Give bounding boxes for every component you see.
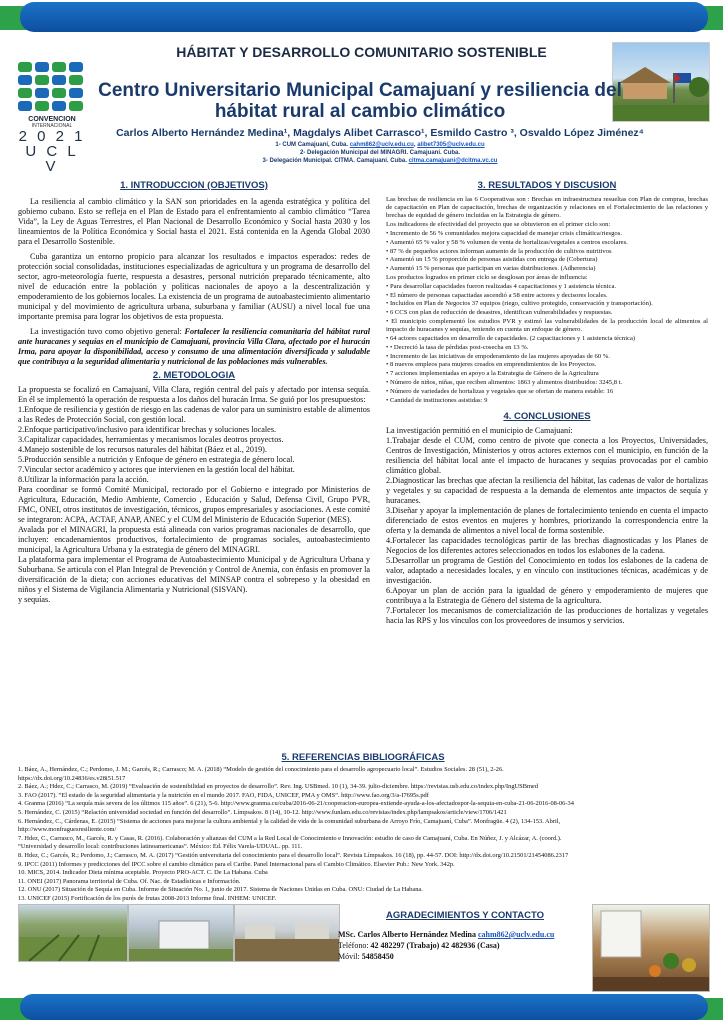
affiliation-1-email-2[interactable]: alibet7305@uclv.edu.cu xyxy=(417,142,485,148)
affiliation-2: 2- Delegación Municipal del MINAGRI. Camajuaní. Cuba. xyxy=(299,150,461,156)
conclusions-list xyxy=(386,436,708,626)
right-column xyxy=(386,180,708,626)
contact-mobile-label: Móvil: xyxy=(338,952,360,961)
results-heading: 3. RESULTADOS Y DISCUSION xyxy=(477,180,617,191)
acknowledgements-heading: AGRADECIMIENTOS Y CONTACTO xyxy=(386,910,544,921)
affiliation-3 xyxy=(95,157,665,165)
results-line: Los indicadores de efectividad del proyecto que se obtuvieron en el primer ciclo son: xyxy=(386,221,611,229)
logo-line1: CONVENCION xyxy=(28,116,76,123)
method-item: 8.Utilizar la información para la acción. xyxy=(18,475,149,484)
affiliation-3-email[interactable]: citma.camajuani@dcitma.vc.cu xyxy=(408,158,498,164)
logo-tile xyxy=(18,88,32,98)
contact-mobile: 54858450 xyxy=(361,952,394,961)
results-line: • Aumentó un 15 % proporción de personas asistidas con entrega de (Cobertura) xyxy=(386,256,598,264)
results-line: • 87 % de pequeños actores informan aumento de la producción de cultivos nutritivos xyxy=(386,247,612,255)
reference-item: 12. ONU (2017) Situación de Sequía en Cuba. Informe de Situación No. 1, junio de 2017. Sistema de Naciones Unidas en Cuba. ONU: Ciudad de La Habana. xyxy=(18,886,423,894)
logo-tile xyxy=(35,101,49,111)
method-paragraph-2: Para coordinar se formó Comité Municipal, rectorado por el Gobierno e integrado por Ministerios de Agricultura, Educación, Medio Ambiente, Comercio , Educación y Salud, Defensa Civil, Grupo PVR, FMC, ONEI, otros institutos de investigación, técnicos, grupos empresariales y asociaciones. A este comité se integraron: ACPA, ACTAF, ANAP, ANEC y el CUM del Ministerio de Educación Superior (MES). xyxy=(18,485,370,524)
contact-phone-line xyxy=(338,940,592,951)
results-line: • Número de niños, niñas, que reciben alimentos: 1863 y alimentos distribuidos: 3245,8 t. xyxy=(386,378,623,386)
results-line: • Incluidos en Plan de Negocios 37 equipos (riego, cultivo protegido, conservación y transportación). xyxy=(386,300,653,308)
left-column xyxy=(18,180,370,605)
method-list xyxy=(18,405,370,485)
results-line: • 6 CCS con plan de reducción de desastres, identifican vulnerabilidades y respuestas. xyxy=(386,309,613,317)
reference-item: 4. Granma (2016) “La sequía más severa de los últimos 115 años”. 6 (21), 5-6. http://www.granma.cu/cuba/2016-06-21/cooperacion-europea-extiende-ayuda-a-los-afectadospor-la-sequia-en-cuba-21-06-2016-08-06-34 xyxy=(18,800,574,808)
method-item: 4.Manejo sostenible de los recursos naturales del hábitat (Báez et al., 2019). xyxy=(18,445,267,454)
logo-year: 2 0 2 1 xyxy=(18,128,86,145)
results-line: • Aumentó 65 % valor y 58 % volumen de venta de hortalizas/vegetales a centros escolares. xyxy=(386,238,628,246)
method-item: 7.Vincular sector académico y actores que intervienen en la gestión local del hábitat. xyxy=(18,465,295,474)
reference-item: 7. Hdez, C., Carrasco, M., Garcés, R. y Casas, R. (2016). Colaboración y alianzas del CUM a la Red Local de Conocimiento e Innovación: estudio de caso de Camajuaní, Cuba. En Núñez, J. y Alcázar, A. (coord.). xyxy=(18,834,562,842)
affiliation-1: 1- CUM Camajuaní, Cuba. cahm862@uclv.edu.cu, alibet7305@uclv.edu.cu xyxy=(275,142,485,148)
conclusion-item: 1.Trabajar desde el CUM, como centro de pivote que conecta a los Proyectos, Universidades, Centros de Investigación, Ministerios y otros actores externos con el municipio, en función de la resiliencia del hábitat local ante el impacto de huracanes y sequías provocadas por el cambio climático global. xyxy=(386,435,708,475)
method-item: 3.Capitalizar capacidades, herramientas y mecanismos locales deotros proyectos. xyxy=(18,435,284,444)
contact-email[interactable]: cahm862@uclv.edu.cu xyxy=(477,930,555,939)
conclusions-heading: 4. CONCLUSIONES xyxy=(503,410,591,422)
results-line: • 8 nuevos empleos para mujeres creados en emprendimientos de los Proyectos. xyxy=(386,361,597,369)
field-photo-1 xyxy=(18,904,128,962)
reference-item: http://www.monfraguesresiliente.com/ xyxy=(18,826,117,834)
results-line: • Aumentó 15 % personas que participan en varias distribuciones. (Adherencia) xyxy=(386,265,596,273)
conclusion-item: 3.Diseñar y apoyar la implementación de planes de fortalecimiento teniendo en cuenta el impacto diferenciado de estos eventos en mujeres y hombres, priorizando la correspondencia entre la oferta y la demanda de alimentos a nivel local de forma sostenible. xyxy=(386,505,708,535)
logo-tile xyxy=(52,75,66,85)
logo-acronym: U C L V xyxy=(25,143,79,175)
logo-tile xyxy=(52,88,66,98)
contact-phone-label: Teléfono: xyxy=(338,941,369,950)
poster-title: Centro Universitario Municipal Camajuaní y resiliencia del hábitat rural al cambio climático xyxy=(98,80,622,122)
results-line: • Cantidad de instituciones asistidas: 9 xyxy=(386,396,488,404)
contact-name: MSc. Carlos Alberto Hernández Medina xyxy=(338,930,476,939)
results-line: • El número de personas capacitadas ascendió a 58 entre actores y decisores locales. xyxy=(386,291,608,299)
logo-tile xyxy=(35,75,49,85)
method-paragraph-3: Avalada por el MINAGRI, la propuesta está alineada con varios programas nacionales de desarrollo, que incluyen: encadenamientos productivos, fortalecimiento de programas sociales, autoabastecimiento municipal, la Agricultura Urbana y la estrategia de género del MINAGRI. xyxy=(18,525,370,554)
method-paragraph-1: La propuesta se focalizó en Camajuaní, Villa Clara, región central del país y afectado por intensa sequía. En él se implementó la operación de respuesta a los daños del huracán Irma. Se guió por los presupuestos: xyxy=(18,385,370,404)
conclusion-item: 7.Fortalecer los mecanismos de comercialización de las producciones de hortalizas y vegetales hacia las RPS y los vínculos con los proveedores de insumos y servicios. xyxy=(386,605,708,625)
logo-line2: INTERNACIONAL xyxy=(31,123,73,129)
reference-item: 13. UNICEF (2015) Fortificación de los purés de frutas 2008-2013 Informe final. INHEM: UNICEF. xyxy=(18,894,277,902)
affiliation-1-email[interactable]: cahm862@uclv.edu.cu xyxy=(349,142,414,148)
conclusion-item: 6.Apoyar un plan de acción para la igualdad de género y empoderamiento de mujeres que contribuya a la Estrategia de Género del sistema de la agricultura. xyxy=(386,585,708,605)
reference-item: 2. Báez, A.; Hdez, C.; Carrasco, M. (2019) “Evaluación de sostenibilidad en proyectos de desarrollo”. Rev. Ing. USBmed. 10 (1), 34-39. julio-diciembre. https://revistas.usb.edu.co/index.php/IngUSBmed xyxy=(18,783,538,791)
results-line: Las brechas de resiliencia en las 6 Cooperativas son : Brechas en infraestructura resueltas con Plan de compras, brechas de capacitación en Plan de capacitación, brechas de organización y relaciones en el Fortalecimiento de las relaciones y brechas de equidad de género incluidas en la Estrategia de género. xyxy=(386,196,708,220)
logo-tile xyxy=(35,88,49,98)
reference-item: 5. Hernández, C. (2015) “Relación universidad sociedad en función del desarrollo”. Límpsakos. 8 (14), 10-12. http://www.funlam.edu.co/revistas/index.php/lampsakos/article/view/1706/1421 xyxy=(18,808,507,816)
results-line: • 7 acciones implementadas en apoyo a la Estrategia de Género de la Agricultura xyxy=(386,370,599,378)
logo-tile xyxy=(35,62,49,72)
conclusion-item: 5.Desarrollar un programa de Gestión del Conocimiento en todos los eslabones de la cadena de valor, adaptado a necesidades locales, y en vínculo con instituciones técnicas, académicas y de investigación. xyxy=(386,555,708,585)
conclusion-item: 4.Fortalecer las capacidades tecnológicas partir de las brechas diagnosticadas y los Planes de Negocios de los diferentes actores seleccionados en todos los eslabones de la cadena. xyxy=(386,535,708,555)
references-heading: 5. REFERENCIAS BIBLIOGRÁFICAS xyxy=(281,752,445,763)
reference-item: 11. ONEI (2017) Panorama territorial de Cuba. Of. Nac. de Estadísticas e Información. xyxy=(18,877,241,885)
results-line: • Número de variedades de hortalizas y vegetales que se ofertan de manera estable: 16 xyxy=(386,387,614,395)
results-list xyxy=(386,196,708,405)
reference-item: 3. FAO (2017). “El estado de la seguridad alimentaria y la nutrición en el mundo 2017. FAO, FIDA, UNICEF, PMA y OMS”. http://www.fao.org/3/a-I7695s.pdf xyxy=(18,791,429,799)
reference-item: 10. MICS, 2014. Indicador Dieta mínima aceptable. Proyecto PRO-ACT. C. De La Habana. Cuba xyxy=(18,869,268,877)
logo-tile xyxy=(18,75,32,85)
results-line: • Incremento de 56 % comunidades mejora capacidad de manejar crisis climática/riesgos. xyxy=(386,230,622,237)
references-list xyxy=(18,766,708,904)
logo-tile xyxy=(18,62,32,72)
results-line: • • Decreció la tasa de pérdidas post-cosecha en 13 %. xyxy=(386,343,529,351)
intro-paragraph-1: La resiliencia al cambio climático y la SAN son prioridades en la agenda estratégica y política del gobierno cubano. Esto se refleja en el Plan de Estado para el enfrentamiento al cambio climático “Tarea Vida”, la Ley de Aguas Terrestres, el Plan Nacional de Desarrollo Económico y Social hasta 2030 y los lineamientos de la Política Económica y Social hasta el 2021. Está contenida en la Agenda Global 2030 para el Desarrollo Sostenible. xyxy=(18,197,370,246)
results-line: • 64 actores capacitados en desarrollo de capacidades. (2 capacitaciones y 1 asistencia técnica) xyxy=(386,334,636,342)
logo-tile xyxy=(18,101,32,111)
results-line: • Incremento de las iniciativas de empoderamiento de las mujeres apoyadas de 60 %. xyxy=(386,352,610,360)
reference-item: “Universidad y desarrollo local: contribuciones latinoamericanas”. México: Ed. Félix Varela-UDUAL. pp. 111. xyxy=(18,843,303,851)
intro-objective: Fortalecer la resiliencia comunitaria del hábitat rural ante huracanes y sequías en el municipio de Camajuaní, provincia Villa Clara, afectado por el huracán Irma, para apoyar la disponibilidad, acceso y consumo de una alimentación diversificada y saludable que contribuya a la seguridad alimentaria y nutricional de las poblaciones más vulnerables. xyxy=(18,327,370,366)
convention-logo xyxy=(16,62,88,175)
reference-item: 9. IPCC (2011) Informes y predicciones del IPCC sobre el cambio climático para el Caribe. Panel Internacional para el Cambio Climático. Elsevier Pub.: New York. 342p. xyxy=(18,860,455,868)
logo-tile xyxy=(69,101,83,111)
logo-tile xyxy=(52,62,66,72)
references-section xyxy=(18,752,708,904)
conclusions-intro: La investigación permitió en el municipio de Camajuaní: xyxy=(386,425,573,435)
method-item: 5.Producción sensible a nutrición y Enfoque de género en estrategia de género local. xyxy=(18,455,295,464)
intro-heading: 1. INTRODUCCION (OBJETIVOS) xyxy=(120,180,268,191)
results-line: Los productos logrados en primer ciclo se desglosan por áreas de influencia: xyxy=(386,273,588,281)
reference-item: 6. Hernández, C., Cárdenas, E. (2015) “Sistema de acciones para mejorar la cultura ambiental y la calidad de vida de la comunidad suburbana de Arroyo Frío, Camajuaní, Cuba”. Monfragüe. 4 (2), 134-153. Abril, xyxy=(18,817,561,825)
reference-item: https://dx.doi.org/10.24836/es.v28i51.517 xyxy=(18,774,126,782)
method-paragraph-4: La plataforma para implementar el Programa de Autoabastecimiento Municipal y de Agricultura Urbana y Suburbana. Se articula con el Plan Integral de Prevención y Control de Anemia, con énfasis en promover la diversificación de la dieta; con acciones educativas del MINSAP contra el sobrepeso y la obesidad en niños y el Sistema de Vigilancia Alimentaria y Nutricional (SISVAN). xyxy=(18,555,370,594)
reference-item: 8. Hdez, C.; Garcés, R.; Perdomo, J.; Carrasco, M. A. (2017) “Gestión universitaria del conocimiento para el desarrollo local”. Revista Límpsakos. 16 (18), pp. 44-57. DOI: http://dx.doi.org/10.21501/21454086.2317 xyxy=(18,851,569,859)
method-item: 1.Enfoque de resiliencia y gestión de riesgo en las cadenas de valor para un suministro estable de alimentos a las Redes de Protección Social, con gestión local. xyxy=(18,405,370,424)
logo-tile xyxy=(52,101,66,111)
conclusion-item: 2.Diagnosticar las brechas que afectan la resiliencia del hábitat, las cadenas de valor de hortalizas y vegetales y su capacidad de respuesta a la demanda de elementos ante impactos de sequía y huracanes. xyxy=(386,475,708,505)
contact-mobile-line xyxy=(338,951,592,962)
top-blue-bar xyxy=(20,2,708,32)
method-item: 2.Enfoque participativo/inclusivo para identificar brechas y soluciones locales. xyxy=(18,425,277,434)
affiliation-1-text: 1- CUM Camajuaní, Cuba. xyxy=(275,142,349,148)
contact-phone: 42 482297 (Trabajo) 42 482936 (Casa) xyxy=(370,941,500,950)
logo-tile xyxy=(69,88,83,98)
authors: Carlos Alberto Hernández Medina¹, Magdalys Alibet Carrasco¹, Esmildo Castro ³, Osvaldo López Jiménez⁴ xyxy=(116,127,644,139)
affiliation-3-text: 3- Delegación Municipal. CITMA. Camajuaní. Cuba. xyxy=(262,158,407,164)
method-paragraph-5: y sequías. xyxy=(18,595,51,604)
bottom-blue-bar xyxy=(20,994,708,1020)
field-photo-2 xyxy=(128,904,234,962)
results-line: • El municipio complementó los estudios PVR y estimó las vulnerabilidades de la producción local de alimentos al impacto de huracanes y sequías, teniendo en cuenta un enfoque de género. xyxy=(386,317,708,334)
intro-paragraph-3 xyxy=(18,327,370,367)
logo-tile xyxy=(69,75,83,85)
reference-item: 1. Báez, A., Hernández, C.; Perdomo, J. M.; Garcés, R.; Carrasco; M. A. (2018) “Modelo de gestión del conocimiento para el desarrollo agropecuario local”. Estudios Sociales. 28 (51), 2-26. xyxy=(18,766,504,773)
conference-title: HÁBITAT Y DESARROLLO COMUNITARIO SOSTENIBLE xyxy=(176,44,547,60)
field-photo-3 xyxy=(234,904,340,962)
produce-photo xyxy=(592,904,710,992)
intro-objective-lead: La investigación tuvo como objetivo general: xyxy=(30,327,182,336)
logo-tile xyxy=(69,62,83,72)
acknowledgements xyxy=(338,910,592,962)
logo-mark xyxy=(18,62,88,111)
method-heading: 2. METODOLOGIA xyxy=(152,370,236,381)
results-line: • Para desarrollar capacidades fueron realizadas 4 capacitaciones y 1 asistencia técnica. xyxy=(386,282,617,290)
intro-paragraph-2: Cuba garantiza un entorno propicio para alcanzar los resultados e impactos esperados: redes de protección social consolidadas, instituciones especializadas de agricultura y un programa de desarrollo del sector, agro-meteorología fuerte, respuesta a desastres, personal nutrición preparado técnicamente, alto nivel de educación entre la población y políticas nacionales de apoyo a la descentralización y empoderamiento de los gobiernos locales. La existencia de un programa de autoabastecimiento alimentario municipal y del movimiento de agricultura urbana, suburbana y familiar (AUSU) a nivel local fue una importante premisa para lograr los objetivos de esta propuesta. xyxy=(18,252,370,321)
contact-name-line xyxy=(338,929,592,940)
